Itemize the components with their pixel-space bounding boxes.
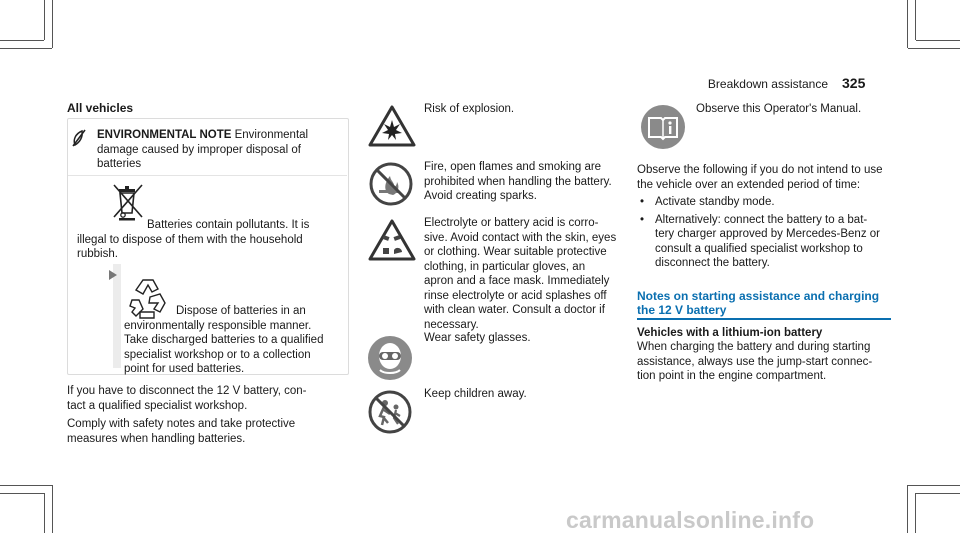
crop-mark	[0, 485, 52, 486]
section-title: Breakdown assistance	[707, 77, 828, 91]
disconnect-paragraph	[67, 384, 352, 413]
list-item	[637, 213, 897, 271]
text-line: rubbish.	[77, 248, 118, 260]
crop-mark	[44, 0, 45, 40]
crop-mark	[916, 40, 960, 41]
explosion-text: Risk of explosion.	[424, 103, 515, 115]
crop-mark	[915, 493, 916, 533]
keep-children-away-icon	[368, 390, 412, 439]
text-line: necessary.	[424, 318, 479, 331]
text-line: If you have to disconnect the 12 V battery, con-	[67, 385, 307, 397]
lithium-heading: Vehicles with a lithium-ion battery	[637, 327, 823, 339]
text-line: Observe the following if you do not intend to use	[637, 164, 883, 176]
observe-paragraph	[637, 163, 897, 192]
text-line: Activate standby mode.	[655, 196, 775, 208]
text-line: apron and a face mask. Immediately	[424, 275, 610, 287]
env-note-title: ENVIRONMENTAL NOTE	[97, 129, 232, 141]
fire-text	[424, 160, 639, 204]
safety-glasses-icon	[366, 334, 414, 387]
dispose-text	[124, 304, 346, 377]
text-line: clothing, in particular gloves, an	[424, 260, 586, 273]
acid-warning-icon	[368, 218, 416, 267]
title-line: the 12 V battery	[637, 303, 727, 317]
comply-paragraph	[67, 417, 352, 446]
text-line: Take discharged batteries to a qualified	[124, 334, 324, 346]
text-line: specialist workshop or to a collection	[124, 348, 311, 361]
crop-mark	[52, 485, 53, 533]
text-line: prohibited when handling the battery.	[424, 175, 612, 188]
list-item	[637, 195, 897, 210]
text-line: consult a qualified specialist workshop to	[655, 242, 863, 255]
acid-text	[424, 216, 642, 332]
text-line: Comply with safety notes and take protective	[67, 418, 296, 430]
title-line: Notes on starting assistance and charging	[637, 289, 880, 303]
env-text: damage caused by improper disposal of	[97, 143, 301, 156]
divider	[68, 175, 347, 176]
text-line: point for used batteries.	[124, 363, 245, 375]
text-line: rinse electrolyte or acid splashes off	[424, 289, 607, 302]
crop-mark	[52, 0, 53, 48]
environment-icon	[71, 128, 87, 153]
text-line: tion point in the engine compartment.	[637, 370, 827, 382]
crop-mark	[907, 485, 908, 533]
crop-mark	[0, 40, 44, 41]
manual-text: Observe this Operator's Manual.	[696, 103, 862, 115]
text-line: When charging the battery and during starting	[637, 341, 871, 353]
play-arrow-icon	[109, 267, 117, 285]
env-text: batteries	[97, 158, 142, 170]
env-text: Environmental	[234, 129, 309, 141]
text-line: Avoid creating sparks.	[424, 190, 537, 202]
text-line: with clean water. Consult a doctor if	[424, 304, 605, 316]
crop-mark	[915, 0, 916, 40]
children-text: Keep children away.	[424, 388, 527, 400]
text-line: Dispose of batteries in an	[176, 305, 306, 317]
section-rule	[637, 318, 891, 320]
text-line: assistance, always use the jump-start connec-	[637, 355, 873, 368]
text-line: illegal to dispose of them with the household	[77, 233, 303, 246]
crop-mark	[0, 48, 52, 49]
heading-all-vehicles: All vehicles	[67, 101, 134, 115]
operators-manual-icon	[639, 103, 687, 156]
crop-mark	[44, 493, 45, 533]
crop-mark	[907, 0, 908, 48]
crop-mark	[908, 48, 960, 49]
text-line: measures when handling batteries.	[67, 432, 246, 445]
crop-mark	[916, 493, 960, 494]
no-fire-icon	[369, 162, 413, 211]
crop-mark	[908, 485, 960, 486]
text-line: disconnect the battery.	[655, 257, 770, 269]
watermark: carmanualsonline.info	[566, 507, 815, 533]
text-line: environmentally responsible manner.	[124, 319, 312, 332]
lithium-text	[637, 340, 897, 384]
env-note-text	[97, 128, 342, 172]
explosion-warning-icon	[368, 104, 416, 153]
crop-mark	[0, 493, 44, 494]
text-line: tery charger approved by Mercedes-Benz or	[655, 228, 880, 240]
glasses-text: Wear safety glasses.	[424, 332, 531, 344]
observe-bullet-list	[637, 195, 897, 271]
batteries-pollutants-text	[77, 218, 342, 262]
text-line: tact a qualified specialist workshop.	[67, 399, 248, 412]
text-line: the vehicle over an extended period of time:	[637, 178, 861, 191]
notes-section-title	[637, 289, 879, 317]
page-number: 325	[842, 75, 866, 91]
text-line: • Alternatively: connect the battery to a bat-	[655, 213, 868, 226]
text-line: Fire, open flames and smoking are	[424, 161, 602, 173]
text-line: Electrolyte or battery acid is corro-	[424, 217, 599, 229]
text-line: or clothing. Wear suitable protective	[424, 246, 607, 258]
text-line: sive. Avoid contact with the skin, eyes	[424, 231, 617, 244]
text-line: Batteries contain pollutants. It is	[147, 219, 310, 231]
